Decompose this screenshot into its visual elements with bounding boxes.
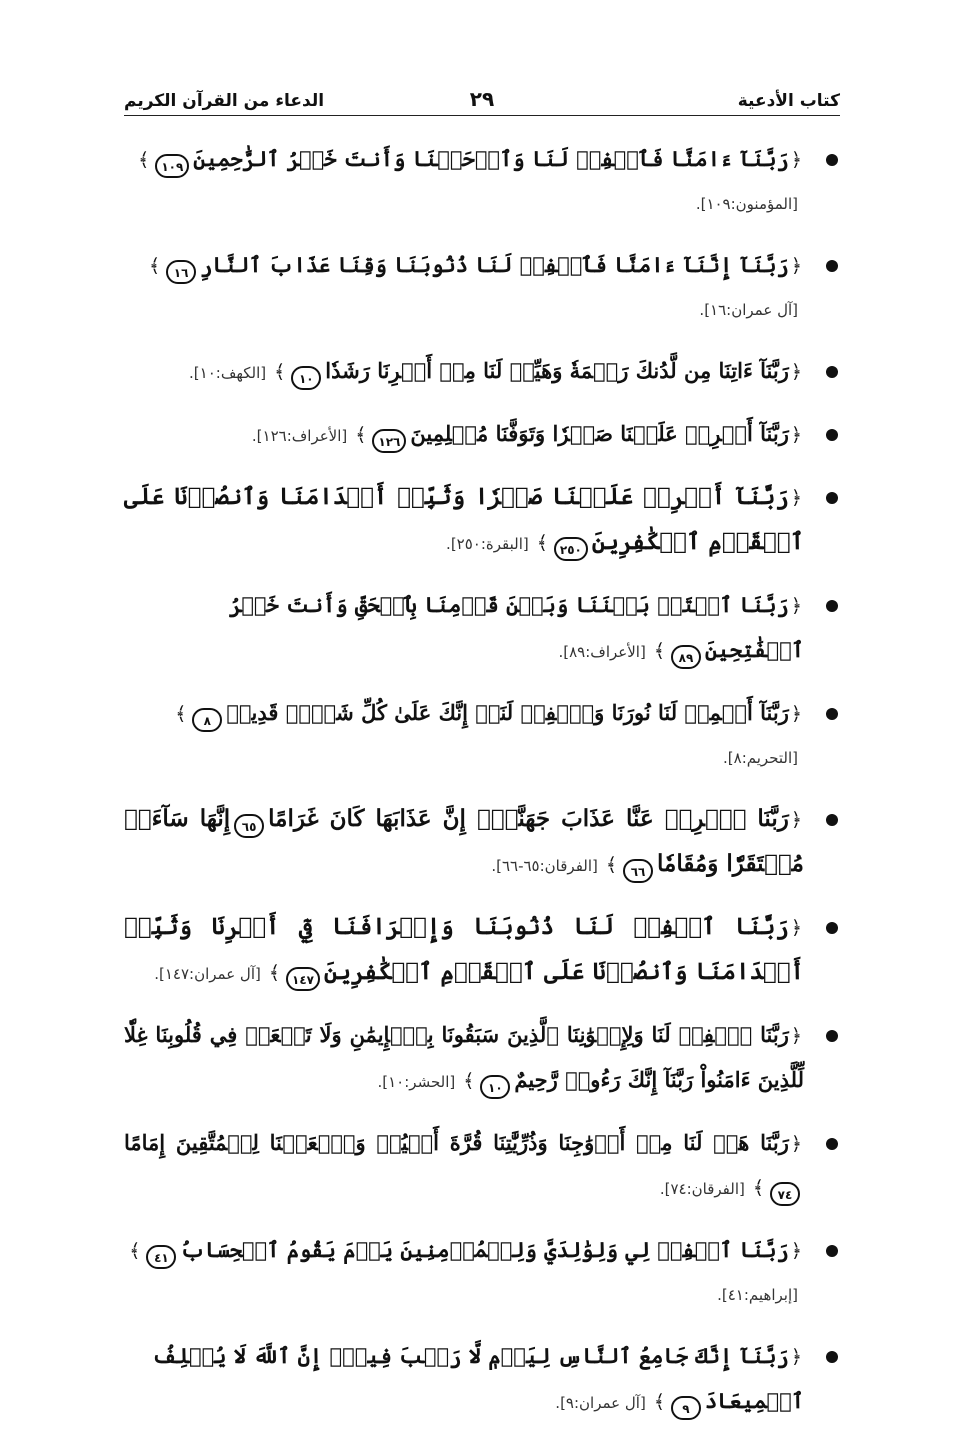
list-item xyxy=(124,586,840,676)
surah-reference: [التحريم:٨]. xyxy=(723,749,798,767)
surah-reference: [الفرقان:٧٤]. xyxy=(659,1180,745,1198)
bullet-icon xyxy=(826,1245,838,1257)
list-item xyxy=(124,352,840,397)
verse-text: رَبَّنَآ أَفۡرِغۡ عَلَيۡنَا صَبۡرٗا وَثَبِّتۡ أَقۡدَامَنَا وَٱنصُرۡنَا عَلَى ٱلۡقَوۡمِ ٱلۡكَٰفِرِينَ xyxy=(124,483,804,555)
page-header xyxy=(124,84,840,116)
list-item xyxy=(124,140,840,228)
verse-text-continued: إِنَّهَا سَآءَتۡ مُسۡتَقَرّٗا وَمُقَامٗا xyxy=(124,805,804,877)
list-item xyxy=(124,246,840,334)
ornate-bracket-close-icon: ﴾ xyxy=(274,361,286,383)
ayah-number-marker: ٨٩ xyxy=(671,645,701,669)
ayah-number-marker: ١٠ xyxy=(291,366,321,390)
verse-text: رَبَّنَا ٱغۡفِرۡ لِي وَلِوَٰلِدَيَّ وَلِلۡمُؤۡمِنِينَ يَوۡمَ يَقُومُ ٱلۡحِسَابُ xyxy=(180,1237,789,1262)
verse-text: رَبَّنَا هَبۡ لَنَا مِنۡ أَزۡوَٰجِنَا وَذُرِّيَّٰتِنَا قُرَّةَ أَعۡيُنٖ وَٱجۡعَلۡنَا لِلۡمُتَّقِينَ إِمَامًا xyxy=(124,1130,789,1155)
bullet-icon xyxy=(826,708,838,720)
ornate-bracket-close-icon: ﴾ xyxy=(138,149,150,171)
list-item xyxy=(124,1337,840,1427)
ayah-number-marker: ١٦ xyxy=(166,260,196,284)
verse-text: رَبَّنَا ٱغۡفِرۡ لَنَا ذُنُوبَنَا وَإِسۡرَافَنَا فِيٓ أَمۡرِنَا وَثَبِّتۡ أَقۡدَامَنَا وَٱنصُرۡنَا عَلَى ٱلۡقَوۡمِ ٱلۡكَٰفِرِينَ xyxy=(124,913,804,985)
surah-reference: [المؤمنون:١٠٩]. xyxy=(695,195,798,213)
ornate-bracket-open-icon: ﴿ xyxy=(790,424,802,446)
bullet-icon xyxy=(826,1351,838,1363)
ornate-bracket-close-icon: ﴾ xyxy=(175,703,187,725)
surah-reference: [البقرة:٢٥٠]. xyxy=(446,535,529,553)
surah-reference: [آل عمران:١٦]. xyxy=(699,301,798,319)
ayah-number-marker: ٦٦ xyxy=(623,859,653,883)
ornate-bracket-open-icon: ﴿ xyxy=(790,703,802,725)
bullet-icon xyxy=(826,1138,838,1150)
surah-reference: [آل عمران:١٤٧]. xyxy=(154,965,261,983)
bullet-icon xyxy=(826,429,838,441)
surah-reference: [إبراهيم:٤١]. xyxy=(717,1286,798,1304)
ornate-bracket-open-icon: ﴿ xyxy=(790,487,802,509)
ornate-bracket-open-icon: ﴿ xyxy=(790,149,802,171)
list-item xyxy=(124,908,840,998)
book-title: كتاب الأدعية xyxy=(737,91,840,111)
ornate-bracket-close-icon: ﴾ xyxy=(752,1177,764,1199)
chapter-title: الدعاء من القرآن الكريم xyxy=(124,91,325,111)
verse-text: رَبَّنَا ٱغۡفِرۡ لَنَا وَلِإِخۡوَٰنِنَا ٱلَّذِينَ سَبَقُونَا بِٱلۡإِيمَٰنِ وَلَا تَجۡعَلۡ فِي قُلُوبِنَا غِلّٗا لِّلَّذِينَ ءَامَنُواْ رَبَّنَآ إِنَّكَ رَءُوفٞ رَّحِيمٌ xyxy=(124,1022,804,1092)
ornate-bracket-open-icon: ﴿ xyxy=(790,809,803,831)
ornate-bracket-close-icon: ﴾ xyxy=(355,424,367,446)
verse-text: رَبَّنَآ أَفۡرِغۡ عَلَيۡنَا صَبۡرٗا وَتَوَفَّنَا مُسۡلِمِينَ xyxy=(410,421,789,446)
surah-reference: [الأعراف:١٢٦]. xyxy=(251,427,348,445)
verse-text: رَبَّنَا ٱصۡرِفۡ عَنَّا عَذَابَ جَهَنَّمَۖ إِنَّ عَذَابَهَا كَانَ غَرَامًا xyxy=(268,805,789,832)
ornate-bracket-close-icon: ﴾ xyxy=(536,532,548,554)
ayah-number-marker: ٨ xyxy=(192,708,222,732)
ornate-bracket-open-icon: ﴿ xyxy=(790,917,802,939)
verse-text: رَبَّنَا ٱفۡتَحۡ بَيۡنَنَا وَبَيۡنَ قَوۡمِنَا بِٱلۡحَقِّ وَأَنتَ خَيۡرُ ٱلۡفَٰتِحِينَ xyxy=(229,592,804,662)
list-item xyxy=(124,694,840,782)
list-item xyxy=(124,1016,840,1106)
ayah-number-marker: ٧٤ xyxy=(770,1182,800,1206)
bullet-icon xyxy=(826,814,838,826)
bullet-icon xyxy=(826,1030,838,1042)
ayah-number-marker: ٤١ xyxy=(146,1245,176,1269)
surah-reference: [آل عمران:٩]. xyxy=(555,1394,646,1412)
ayah-number-marker: ١٤٧ xyxy=(286,967,320,991)
ayah-number-marker: ٢٥٠ xyxy=(554,537,588,561)
verse-text: رَبَّنَآ ءَاتِنَا مِن لَّدُنكَ رَحۡمَةٗ وَهَيِّئۡ لَنَا مِنۡ أَمۡرِنَا رَشَدٗا xyxy=(325,358,789,383)
ornate-bracket-close-icon: ﴾ xyxy=(463,1070,475,1092)
ornate-bracket-open-icon: ﴿ xyxy=(790,361,802,383)
list-item xyxy=(124,1124,840,1213)
ayah-number-marker: ٩ xyxy=(671,1396,701,1420)
surah-reference: [الأعراف:٨٩]. xyxy=(558,643,646,661)
ornate-bracket-close-icon: ﴾ xyxy=(129,1240,141,1262)
dua-list xyxy=(124,140,840,1445)
verse-text: رَبَّنَآ أَتۡمِمۡ لَنَا نُورَنَا وَٱغۡفِرۡ لَنَآۖ إِنَّكَ عَلَىٰ كُلِّ شَيۡءٖ قَدِيرٞ xyxy=(226,700,789,725)
surah-reference: [الفرقان:٦٥-٦٦]. xyxy=(491,857,598,875)
ornate-bracket-close-icon: ﴾ xyxy=(653,640,665,662)
ornate-bracket-open-icon: ﴿ xyxy=(790,1346,802,1368)
ayah-number-marker: ١٠٩ xyxy=(155,154,189,178)
list-item xyxy=(124,415,840,460)
ornate-bracket-open-icon: ﴿ xyxy=(790,1025,802,1047)
ayah-number-marker: ٦٥ xyxy=(234,814,264,838)
surah-reference: [الكهف:١٠]. xyxy=(189,364,267,382)
ayah-number-marker: ١٢٦ xyxy=(372,429,406,453)
verse-text: رَبَّنَآ إِنَّنَآ ءَامَنَّا فَٱغۡفِرۡ لَنَا ذُنُوبَنَا وَقِنَا عَذَابَ ٱلنَّارِ xyxy=(200,252,789,277)
ornate-bracket-close-icon: ﴾ xyxy=(148,255,161,277)
ornate-bracket-close-icon: ﴾ xyxy=(653,1391,665,1413)
ornate-bracket-close-icon: ﴾ xyxy=(605,854,618,876)
bullet-icon xyxy=(826,600,838,612)
list-item xyxy=(124,800,840,890)
page-number: ٢٩ xyxy=(469,87,495,111)
bullet-icon xyxy=(826,492,838,504)
list-item xyxy=(124,1231,840,1319)
bullet-icon xyxy=(826,260,838,272)
ornate-bracket-close-icon: ﴾ xyxy=(268,962,280,984)
ornate-bracket-open-icon: ﴿ xyxy=(790,255,802,277)
verse-text: رَبَّنَآ ءَامَنَّا فَٱغۡفِرۡ لَنَا وَٱرۡحَمۡنَا وَأَنتَ خَيۡرُ ٱلرَّٰحِمِينَ xyxy=(193,146,789,171)
bullet-icon xyxy=(826,366,838,378)
bullet-icon xyxy=(826,154,838,166)
bullet-icon xyxy=(826,922,838,934)
verse-text: رَبَّنَآ إِنَّكَ جَامِعُ ٱلنَّاسِ لِيَوۡمٖ لَّا رَيۡبَ فِيهِۚ إِنَّ ٱللَّهَ لَا يُخۡلِفُ ٱلۡمِيعَادَ xyxy=(152,1343,804,1413)
ayah-number-marker: ١٠ xyxy=(480,1075,510,1099)
ornate-bracket-open-icon: ﴿ xyxy=(790,595,802,617)
ornate-bracket-open-icon: ﴿ xyxy=(790,1133,802,1155)
surah-reference: [الحشر:١٠]. xyxy=(377,1073,456,1091)
list-item xyxy=(124,478,840,568)
ornate-bracket-open-icon: ﴿ xyxy=(790,1240,802,1262)
